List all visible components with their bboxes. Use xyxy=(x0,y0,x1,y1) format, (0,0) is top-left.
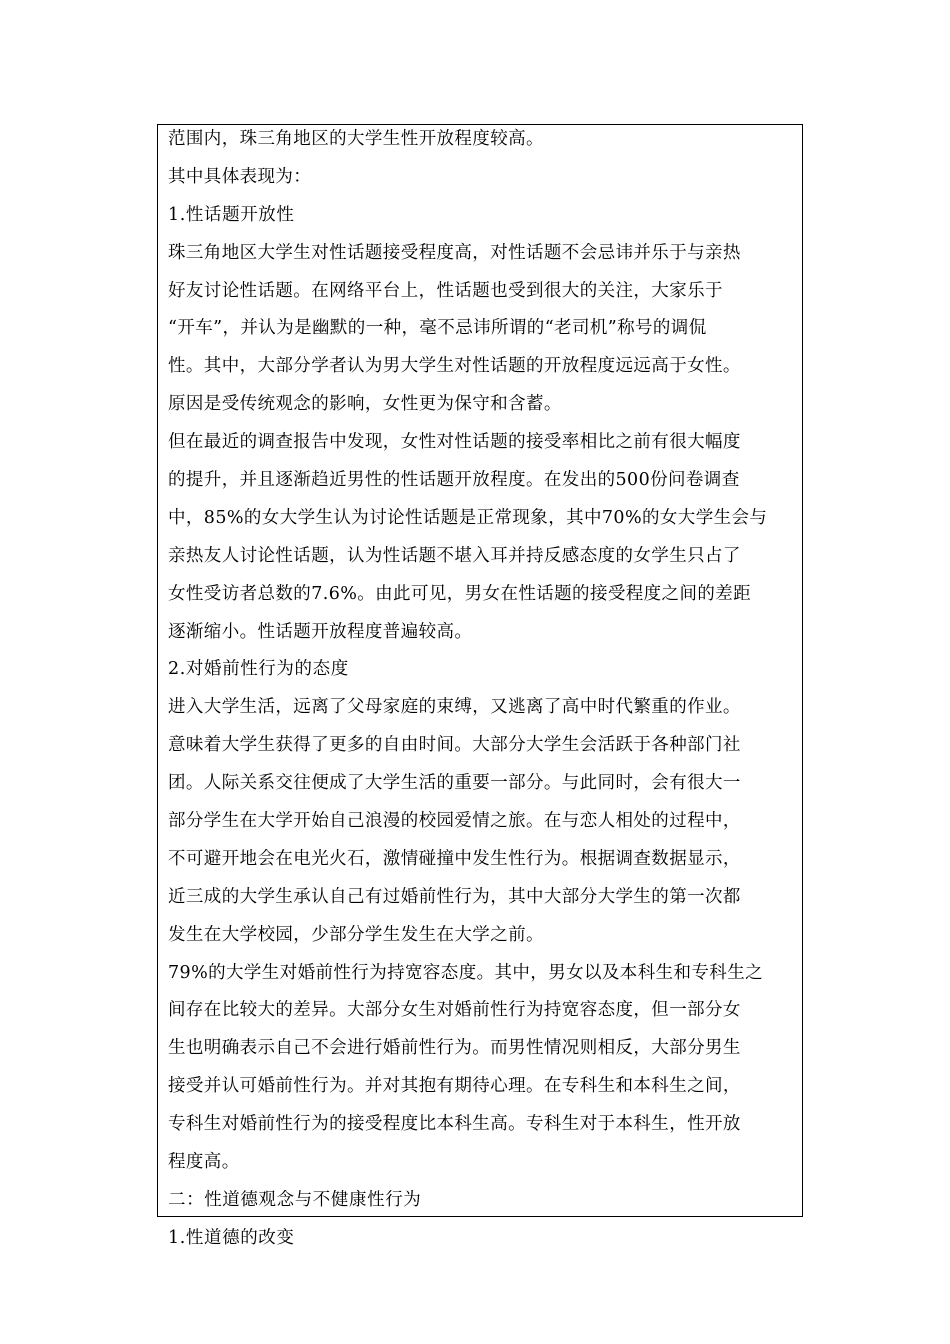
section-heading: 二：性道德观念与不健康性行为 xyxy=(168,1189,422,1210)
text-line: 范围内，珠三角地区的大学生性开放程度较高。 xyxy=(168,129,544,149)
text-line: 发生在大学校园，少部分学生发生在大学之前。 xyxy=(168,924,544,945)
text-line: 意味着大学生获得了更多的自由时间。大部分大学生会活跃于各种部门社 xyxy=(168,735,741,756)
text-line: 珠三角地区大学生对性话题接受程度高，对性话题不会忌讳并乐于与亲热 xyxy=(168,242,741,263)
text-line: 不可避开地会在电光火石，激情碰撞中发生性行为。根据调查数据显示， xyxy=(168,848,741,869)
text-line: 79%的大学生对婚前性行为持宽容态度。其中，男女以及本科生和专科生之 xyxy=(168,962,763,983)
text-line: 的提升，并且逐渐趋近男性的性话题开放程度。在发出的500份问卷调查 xyxy=(168,470,740,491)
text-line: 团。人际关系交往便成了大学生活的重要一部分。与此同时，会有很大一 xyxy=(168,773,741,794)
text-line: 进入大学生活，远离了父母家庭的束缚，又逃离了高中时代繁重的作业。 xyxy=(168,697,741,718)
text-line: 程度高。 xyxy=(168,1152,240,1173)
text-line: 近三成的大学生承认自己有过婚前性行为，其中大部分大学生的第一次都 xyxy=(168,886,741,907)
text-line: 专科生对婚前性行为的接受程度比本科生高。专科生对于本科生，性开放 xyxy=(168,1114,741,1135)
text-line: 其中具体表现为： xyxy=(168,166,312,187)
text-line: 间存在比较大的差异。大部分女生对婚前性行为持宽容态度，但一部分女 xyxy=(168,1000,741,1021)
section-heading: 2.对婚前性行为的态度 xyxy=(168,659,349,680)
text-line: 亲热友人讨论性话题，认为性话题不堪入耳并持反感态度的女学生只占了 xyxy=(168,545,741,566)
text-line: 但在最近的调查报告中发现，女性对性话题的接受率相比之前有很大幅度 xyxy=(168,432,741,453)
text-line: 中，85%的女大学生认为讨论性话题是正常现象，其中70%的女大学生会与 xyxy=(168,507,768,528)
section-heading: 1.性道德的改变 xyxy=(168,1227,295,1248)
text-line: 原因是受传统观念的影响，女性更为保守和含蓄。 xyxy=(168,394,562,415)
text-line: 接受并认可婚前性行为。并对其抱有期待心理。在专科生和本科生之间， xyxy=(168,1076,741,1097)
text-line: 部分学生在大学开始自己浪漫的校园爱情之旅。在与恋人相处的过程中， xyxy=(168,811,741,832)
text-line: 女性受访者总数的7.6%。由此可见，男女在性话题的接受程度之间的差距 xyxy=(168,583,752,604)
section-heading: 1.性话题开放性 xyxy=(168,204,295,225)
text-line: 生也明确表示自己不会进行婚前性行为。而男性情况则相反，大部分男生 xyxy=(168,1038,741,1059)
text-line: “开车”，并认为是幽默的一种，毫不忌讳所谓的“老司机”称号的调侃 xyxy=(168,318,707,339)
document-body xyxy=(157,124,803,1248)
text-line: 逐渐缩小。性话题开放程度普遍较高。 xyxy=(168,621,473,642)
text-line: 好友讨论性话题。在网络平台上，性话题也受到很大的关注，大家乐于 xyxy=(168,280,723,301)
text-line: 性。其中，大部分学者认为男大学生对性话题的开放程度远远高于女性。 xyxy=(168,356,741,377)
